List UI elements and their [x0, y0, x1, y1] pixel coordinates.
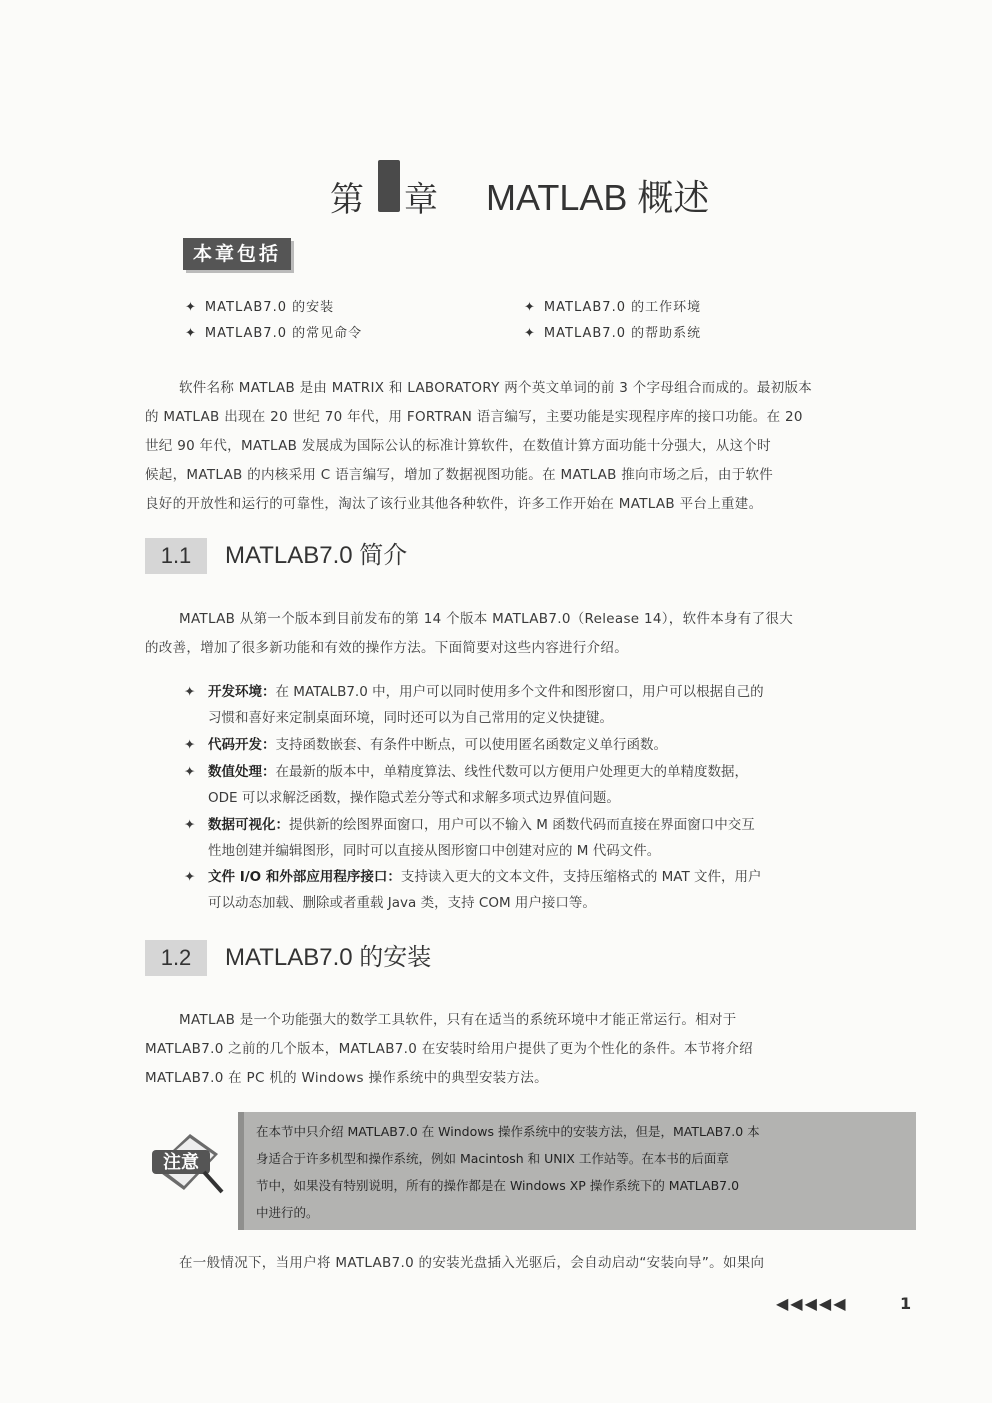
chapter-prefix: 第 [330, 180, 364, 220]
closing-paragraph: 在一般情况下，当用户将 MATLAB7.0 的安装光盘插入光驱后，会自动启动“安装向导”。如果向 [179, 1255, 765, 1271]
diamond-bullet-icon: ✦ [185, 326, 197, 341]
page-number: 1 [900, 1294, 912, 1313]
feature-bullet: ✦ 代码开发：支持函数嵌套、有条件中断点，可以使用匿名函数定义单行函数。 [184, 732, 914, 758]
diamond-bullet-icon: ✦ [184, 684, 196, 700]
toc-item: ✦ MATLAB7.0 的常见命令 [185, 326, 363, 341]
section-title: MATLAB7.0 简介 [225, 542, 408, 569]
chapter-includes-label: 本章包括 [183, 238, 291, 270]
section-number: 1.1 [145, 538, 207, 574]
chapter-number-bar [378, 160, 400, 212]
diamond-bullet-icon: ✦ [185, 300, 197, 315]
diamond-bullet-icon: ✦ [184, 817, 196, 833]
intro-paragraph: 软件名称 MATLAB 是由 MATRIX 和 LABORATORY 两个英文单词的前 3 个字母组合而成的。最初版本 的 MATLAB 出现在 20 世纪 70 年代，用 FORTRAN 语言编写，主要功能是实现程序库的接口功能。在 20 世纪 90 年代，MATLAB 发展成为国际公认的标准计算软件，在数值计算方面功能十分强大，从这个时 候起，MATLAB 的内核采用 C 语言编写，增加了数据视图功能。在 MATLAB 推向市场之后，由于软件 良好的开放性和运行的可靠性，淘汰了该行业其他各种软件，许多工作开始在 MATLAB 平台上重建。 [145, 380, 813, 512]
feature-bullet: ✦ 数值处理：在最新的版本中，单精度算法、线性代数可以方便用户处理更大的单精度数据， ODE 可以求解泛函数，操作隐式差分等式和求解多项式边界值问题。 [184, 759, 914, 811]
feature-bullet: ✦ 数据可视化：提供新的绘图界面窗口，用户可以不输入 M 函数代码而直接在界面窗口中交互 性地创建并编辑图形，同时可以直接从图形窗口中创建对应的 M 代码文件。 [184, 812, 914, 864]
toc-item: ✦ MATLAB7.0 的帮助系统 [524, 326, 702, 341]
toc-item: ✦ MATLAB7.0 的安装 [185, 300, 335, 315]
chapter-suffix: 章 [404, 180, 438, 220]
page-arrows-icon: ◀◀◀◀◀ [776, 1294, 848, 1313]
section-number: 1.2 [145, 940, 207, 976]
feature-bullet: ✦ 文件 I/O 和外部应用程序接口：支持读入更大的文本文件，支持压缩格式的 MAT 文件，用户 可以动态加载、删除或者重载 Java 类，支持 COM 用户接口等。 [184, 864, 914, 916]
diamond-bullet-icon: ✦ [524, 326, 536, 341]
section-title: MATLAB7.0 的安装 [225, 944, 432, 971]
section2-paragraph: MATLAB 是一个功能强大的数学工具软件，只有在适当的系统环境中才能正常运行。相对于 MATLAB7.0 之前的几个版本，MATLAB7.0 在安装时给用户提供了更为个性化的条件。本节将介绍 MATLAB7.0 在 PC 机的 Windows 操作系统中的典型安装方法。 [145, 1012, 753, 1086]
note-icon [148, 1126, 228, 1196]
toc-item: ✦ MATLAB7.0 的工作环境 [524, 300, 702, 315]
diamond-bullet-icon: ✦ [184, 764, 196, 780]
chapter-title: MATLAB 概述 [486, 177, 710, 218]
note-text: 在本节中只介绍 MATLAB7.0 在 Windows 操作系统中的安装方法，但是，MATLAB7.0 本 身适合于许多机型和操作系统，例如 Macintosh 和 UNIX 工作站等。在本书的后面章 节中，如果没有特别说明，所有的操作都是在 Windows XP 操作系统下的 MATLAB7.0 中进行的。 [256, 1124, 760, 1220]
diamond-bullet-icon: ✦ [184, 737, 196, 753]
note-box [238, 1112, 916, 1230]
diamond-bullet-icon: ✦ [184, 869, 196, 885]
diamond-bullet-icon: ✦ [524, 300, 536, 315]
feature-bullet: ✦ 开发环境：在 MATALB7.0 中，用户可以同时使用多个文件和图形窗口，用户可以根据自己的 习惯和喜好来定制桌面环境，同时还可以为自己常用的定义快捷键。 [184, 679, 914, 731]
section1-paragraph: MATLAB 从第一个版本到目前发布的第 14 个版本 MATLAB7.0（Release 14），软件本身有了很大 的改善，增加了很多新功能和有效的操作方法。下面简要对这些内容进行介绍。 [145, 611, 793, 656]
section-heading [145, 940, 845, 976]
section-heading [145, 538, 845, 574]
note-icon-label: 注意 [163, 1152, 199, 1173]
